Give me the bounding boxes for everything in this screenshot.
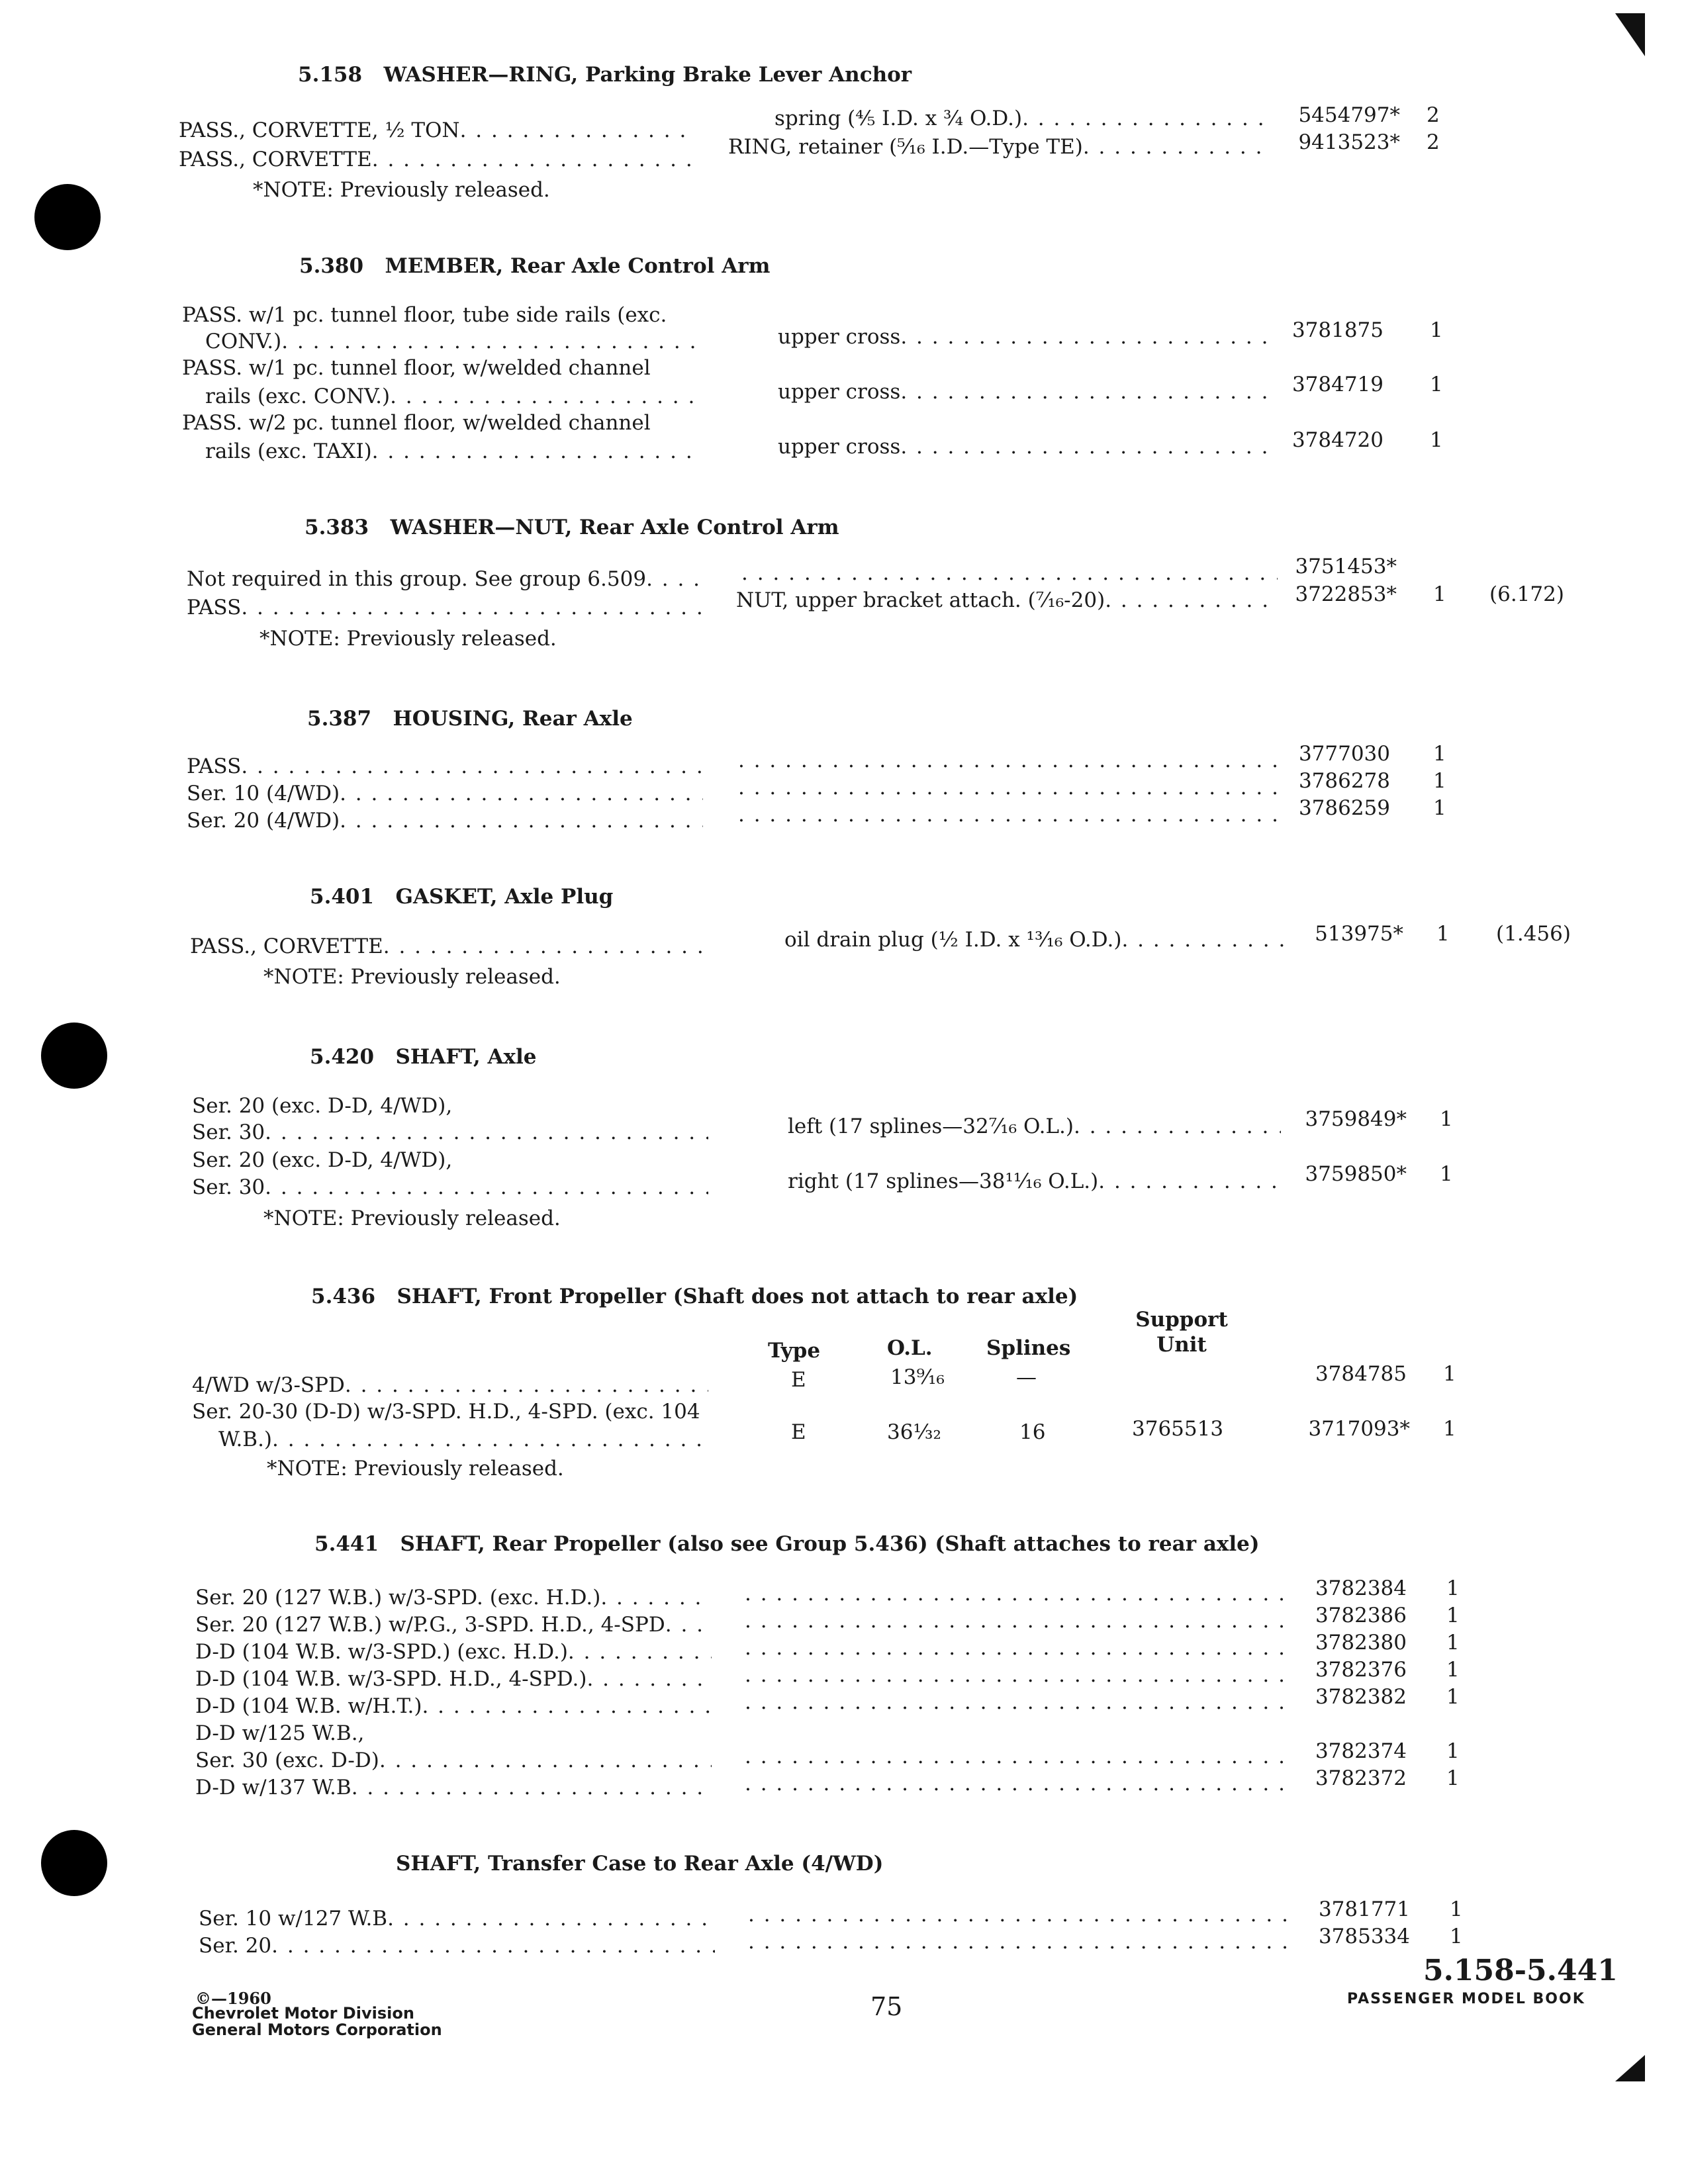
section-heading: 5.441 SHAFT, Rear Propeller (also see Group 5.436) (Shaft attaches to rear axle) [314,1532,1260,1556]
row-left: PASS. w/1 pc. tunnel floor, tube side rails (exc. [182,303,667,327]
row-left: W.B.) . . . [218,1427,708,1452]
part-number: 3782374 [1315,1739,1407,1763]
column-header-splines: Splines [986,1336,1071,1360]
row-left: PASS. w/1 pc. tunnel floor, w/welded channel [182,356,651,380]
quantity: 1 [1446,1631,1460,1655]
type-value: E [791,1368,806,1392]
row-left: Ser. 20 (exc. D-D, 4/WD), [192,1094,453,1118]
row-left: Ser. 30 (exc. D-D) . . . [195,1748,712,1773]
column-header-type: Type [768,1339,821,1363]
type-value: E [791,1420,806,1444]
book-title: PASSENGER MODEL BOOK [1347,1991,1585,2007]
section-heading: 5.420 SHAFT, Axle [310,1045,537,1069]
row-left: D-D w/125 W.B., [195,1721,365,1745]
row-desc [738,748,1278,773]
part-number: 513975* [1315,922,1403,946]
row-left: PASS . . . [187,754,703,779]
section-heading: 5.387 HOUSING, Rear Axle [307,707,633,731]
note: *NOTE: Previously released. [263,965,561,989]
row-desc [741,561,1278,586]
part-number: 3786259 [1298,796,1390,820]
part-number: 3782384 [1315,1576,1407,1600]
row-left: PASS., CORVETTE . . . [190,934,706,959]
row-desc: NUT, upper bracket attach. (⁷⁄₁₆-20) . . . [736,588,1278,613]
copyright: ©—1960 [195,1989,271,2008]
row-left: D-D w/137 W.B . . . [195,1775,712,1800]
column-header-support: Support Unit [1135,1308,1228,1357]
quantity: 1 [1436,922,1450,946]
company-name: General Motors Corporation [192,2021,442,2039]
row-leader [745,1608,1288,1633]
row-desc [738,775,1278,800]
quantity: 2 [1427,130,1440,154]
quantity: 1 [1430,428,1443,452]
row-desc: upper cross . . . [778,324,1271,349]
section-heading: 5.158 WASHER—RING, Parking Brake Lever Anchor [298,63,912,87]
page-number: 75 [870,1992,903,2021]
row-left: PASS. w/2 pc. tunnel floor, w/welded channel [182,411,651,435]
binder-hole-icon [41,1830,107,1896]
row-left: Ser. 20 (4/WD) . . . [187,808,703,833]
quantity: 1 [1446,1739,1460,1763]
row-left: Ser. 20 . . . [199,1933,715,1958]
row-leader [748,1902,1291,1927]
part-number: 3782372 [1315,1766,1407,1790]
column-header-ol: O.L. [887,1336,933,1360]
section-heading: 5.401 GASKET, Axle Plug [310,885,614,909]
row-desc: RING, retainer (⁵⁄₁₆ I.D.—Type TE) . . . [728,134,1268,159]
corner-mark-bottom-icon [1615,2055,1648,2085]
row-left: D-D (104 W.B. w/H.T.) . . . [195,1694,712,1719]
page-range: 5.158-5.441 [1423,1954,1618,1987]
note: *NOTE: Previously released. [259,627,557,651]
quantity: 1 [1430,373,1443,396]
part-number: 3786278 [1298,769,1390,793]
ol-value: 36¹⁄₃₂ [887,1420,941,1444]
part-number: 3782380 [1315,1631,1407,1655]
row-leader [745,1771,1288,1796]
row-left: PASS., CORVETTE, ½ TON . . . [179,118,692,143]
row-left: Ser. 20 (127 W.B.) w/P.G., 3-SPD. H.D., 4-SPD . . . [195,1612,712,1637]
quantity: 1 [1446,1658,1460,1682]
row-leader [745,1662,1288,1688]
note: *NOTE: Previously released. [253,178,550,202]
part-number: 3759850* [1305,1162,1407,1186]
row-desc: spring (⅘ I.D. x ¾ O.D.) . . . [774,106,1268,131]
quantity: 1 [1430,318,1443,342]
row-left: Ser. 10 w/127 W.B . . . [199,1906,715,1931]
quantity: 1 [1433,582,1446,606]
quantity: 1 [1446,1685,1460,1709]
row-left: Ser. 20 (127 W.B.) w/3-SPD. (exc. H.D.) . . . [195,1585,712,1610]
quantity: 1 [1440,1107,1453,1131]
quantity: 1 [1433,769,1446,793]
quantity: 1 [1443,1417,1456,1441]
row-left: D-D (104 W.B. w/3-SPD. H.D., 4-SPD.) . . . [195,1666,712,1692]
part-number: 3751453* [1295,555,1397,578]
row-left: rails (exc. TAXI) . . . [205,439,698,464]
row-left: Ser. 20-30 (D-D) w/3-SPD. H.D., 4-SPD. (exc. 104 [192,1400,700,1424]
splines-value: 16 [1019,1420,1046,1444]
quantity: 1 [1446,1604,1460,1627]
part-number: 3782376 [1315,1658,1407,1682]
support-unit-value: 3765513 [1132,1417,1224,1441]
row-leader [748,1929,1291,1954]
quantity: 1 [1443,1362,1456,1386]
row-leader [745,1581,1288,1606]
part-number: 3782386 [1315,1604,1407,1627]
part-number: 3785334 [1318,1925,1410,1948]
part-number: 3759849* [1305,1107,1407,1131]
row-left: Ser. 30 . . . [192,1175,708,1200]
quantity: 1 [1440,1162,1453,1186]
binder-hole-icon [34,184,101,250]
part-number: 3777030 [1298,742,1390,766]
section-heading: SHAFT, Transfer Case to Rear Axle (4/WD) [396,1852,884,1876]
part-number: 3782382 [1315,1685,1407,1709]
row-left: 4/WD w/3-SPD . . . [192,1373,708,1398]
row-left: PASS . . . [187,595,703,620]
row-left: Ser. 10 (4/WD) . . . [187,781,703,806]
quantity: 1 [1433,796,1446,820]
part-number: 3722853* [1295,582,1397,606]
ol-value: 13⁹⁄₁₆ [890,1365,945,1389]
row-left: Ser. 20 (exc. D-D, 4/WD), [192,1148,453,1172]
part-number: 3781771 [1318,1897,1410,1921]
row-left: Not required in this group. See group 6.509 . . . [187,567,703,592]
row-left: CONV.) . . . [205,329,698,354]
part-number: 5454797* [1298,103,1400,127]
quantity: 1 [1446,1766,1460,1790]
reference: (1.456) [1496,922,1571,946]
section-heading: 5.380 MEMBER, Rear Axle Control Arm [299,254,771,278]
row-desc [738,802,1278,827]
quantity: 1 [1446,1576,1460,1600]
row-desc: upper cross . . . [778,434,1271,459]
row-desc: upper cross . . . [778,379,1271,404]
part-number: 3784785 [1315,1362,1407,1386]
reference: (6.172) [1489,582,1564,606]
quantity: 1 [1450,1897,1463,1921]
note: *NOTE: Previously released. [263,1206,561,1230]
part-number: 3784719 [1291,373,1383,396]
row-leader [745,1690,1288,1715]
section-heading: 5.436 SHAFT, Front Propeller (Shaft does not attach to rear axle) [311,1285,1078,1308]
part-number: 3784720 [1291,428,1383,452]
row-leader [745,1744,1288,1769]
row-desc: oil drain plug (½ I.D. x ¹³⁄₁₆ O.D.) . . . [784,927,1284,952]
splines-value: — [1016,1365,1037,1389]
row-leader [745,1635,1288,1661]
row-left: rails (exc. CONV.) . . . [205,384,698,409]
corner-mark-top-icon [1615,13,1648,60]
row-left: D-D (104 W.B. w/3-SPD.) (exc. H.D.) . . . [195,1639,712,1664]
row-left: PASS., CORVETTE . . . [179,147,692,172]
part-number: 3781875 [1291,318,1383,342]
company-name: Chevrolet Motor Division [192,2004,414,2023]
quantity: 2 [1427,103,1440,127]
row-desc: right (17 splines—38¹¹⁄₁₆ O.L.) . . . [788,1169,1281,1194]
note: *NOTE: Previously released. [267,1457,564,1480]
section-heading: 5.383 WASHER—NUT, Rear Axle Control Arm [305,516,839,539]
quantity: 1 [1450,1925,1463,1948]
row-desc: left (17 splines—32⁷⁄₁₆ O.L.) . . . [788,1114,1281,1139]
part-number: 9413523* [1298,130,1400,154]
part-number: 3717093* [1308,1417,1410,1441]
quantity: 1 [1433,742,1446,766]
row-left: Ser. 30 . . . [192,1120,708,1145]
binder-hole-icon [41,1023,107,1089]
